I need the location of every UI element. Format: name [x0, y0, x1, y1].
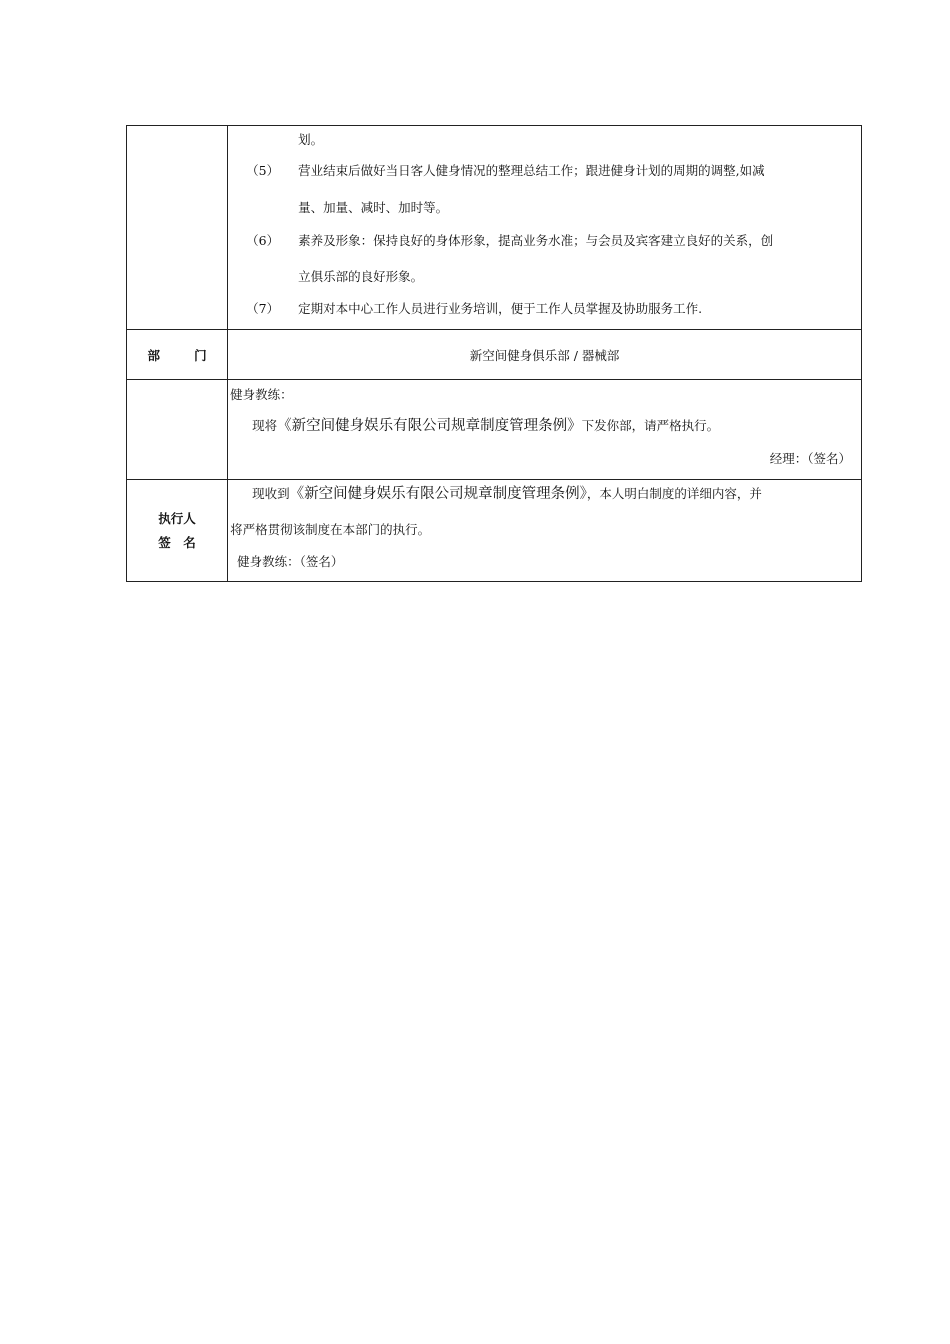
executor-body-prefix: 现收到 — [252, 486, 290, 501]
notice-row — [127, 380, 862, 480]
duties-row — [127, 126, 862, 330]
notice-body-suffix: 下发你部，请严格执行。 — [581, 418, 720, 433]
executor-label-line1: 执行人 — [158, 510, 196, 526]
duty-item-number: （6） — [246, 233, 280, 248]
duty-item-text: 量、加量、减时、加时等。 — [298, 200, 449, 215]
department-value: 新空间健身俱乐部 / 器械部 — [228, 330, 862, 380]
executor-row — [127, 480, 862, 582]
department-label-part2: 门 — [194, 347, 207, 363]
duties-cell — [228, 126, 862, 330]
duty-item-text: 素养及形象：保持良好的身体形象，提高业务水准；与会员及宾客建立良好的关系，创 — [298, 233, 774, 248]
executor-body-title: 《新空间健身娱乐有限公司规章制度管理条例》 — [289, 486, 587, 502]
department-label — [127, 330, 228, 380]
executor-signature: 健身教练：（签名） — [237, 554, 344, 569]
notice-label-cell — [127, 380, 228, 480]
department-label-part1: 部 — [147, 347, 161, 363]
duties-label-cell — [127, 126, 228, 330]
duty-item-number: （7） — [246, 301, 280, 316]
notice-signature: 经理：（签名） — [769, 451, 851, 466]
duty-item-number: （5） — [246, 163, 280, 178]
notice-body-prefix: 现将 — [252, 418, 278, 433]
notice-body-title: 《新空间健身娱乐有限公司规章制度管理条例》 — [277, 418, 582, 434]
notice-cell — [228, 380, 862, 480]
executor-label-line2: 签 名 — [158, 534, 196, 550]
department-row — [127, 330, 862, 380]
notice-body — [252, 418, 719, 434]
executor-body-line2: 将严格贯彻该制度在本部门的执行。 — [230, 522, 431, 537]
notice-addressee: 健身教练： — [230, 387, 293, 402]
executor-body-line1 — [252, 486, 762, 502]
duty-continuation-text: 划。 — [298, 132, 324, 147]
executor-cell — [228, 480, 862, 582]
executor-label — [127, 480, 228, 582]
duty-item-text: 定期对本中心工作人员进行业务培训，便于工作人员掌握及协助服务工作. — [298, 301, 703, 316]
duty-item-text: 立俱乐部的良好形象。 — [298, 269, 424, 284]
regulation-table — [126, 125, 862, 582]
executor-body-suffix: ，本人明白制度的详细内容，并 — [586, 486, 762, 501]
duty-item-text: 营业结束后做好当日客人健身情况的整理总结工作；跟进健身计划的周期的调整,如减 — [298, 163, 765, 178]
